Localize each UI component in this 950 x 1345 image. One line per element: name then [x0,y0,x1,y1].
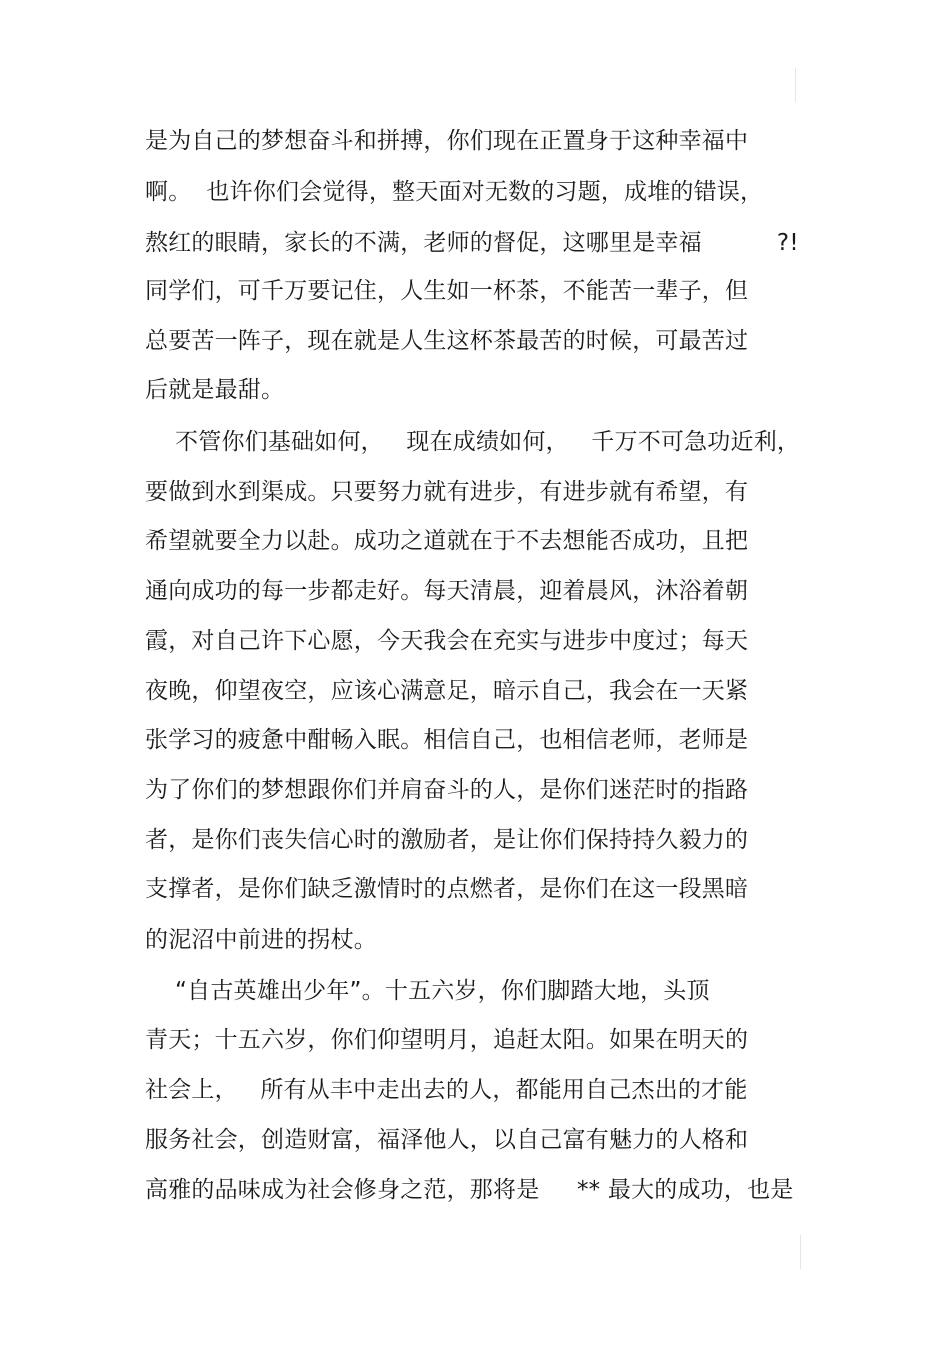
text-line: 为了你们的梦想跟你们并肩奋斗的人，是你们迷茫时的指路 [145,777,749,803]
text-line: 总要苦一阵子，现在就是人生这杯茶最苦的时候，可最苦过 [145,328,749,354]
text-line: 夜晚，仰望夜空，应该心满意足，暗示自己，我会在一天紧 [145,678,749,704]
text-line: 张学习的疲惫中酣畅入眠。相信自己，也相信老师，老师是 [145,727,749,753]
page-corner-mark-top [795,68,796,102]
text-line: 高雅的品味成为社会修身之范，那将是 ** 最大的成功，也是 [145,1177,794,1203]
text-line: 青天；十五六岁，你们仰望明月，追赶太阳。如果在明天的 [145,1027,749,1053]
text-line: 要做到水到渠成。只要努力就有进步，有进步就有希望，有 [145,479,749,505]
text-line: 的泥沼中前进的拐杖。 [145,927,377,953]
text-line: 希望就要全力以赴。成功之道就在于不去想能否成功，且把 [145,528,749,554]
text-line: 社会上， 所有从丰中走出去的人，都能用自己杰出的才能 [145,1077,748,1103]
text-line: 啊。 也许你们会觉得，整天面对无数的习题，成堆的错误， [145,179,764,205]
text-line: 熬红的眼睛，家长的不满，老师的督促，这哪里是幸福 ?! [145,230,799,256]
text-line: 不管你们基础如何， 现在成绩如何， 千万不可急功近利， [145,429,801,455]
text-line: 是为自己的梦想奋斗和拼搏，你们现在正置身于这种幸福中 [145,128,749,154]
page-corner-mark-bottom [800,1235,801,1269]
text-line: 服务社会，创造财富，福泽他人，以自己富有魅力的人格和 [145,1127,749,1153]
text-line: 同学们，可千万要记住，人生如一杯茶，不能苦一辈子，但 [145,278,749,304]
text-line: 霞，对自己许下心愿，今天我会在充实与进步中度过；每天 [145,628,749,654]
text-line: “自古英雄出少年”。十五六岁，你们脚踏大地，头顶 [145,978,710,1004]
text-line: 后就是最甜。 [145,377,285,403]
text-line: 者，是你们丧失信心时的激励者，是让你们保持持久毅力的 [145,827,749,853]
text-line: 支撑者，是你们缺乏激情时的点燃者，是你们在这一段黑暗 [145,876,749,902]
text-line: 通向成功的每一步都走好。每天清晨，迎着晨风，沐浴着朝 [145,578,749,604]
